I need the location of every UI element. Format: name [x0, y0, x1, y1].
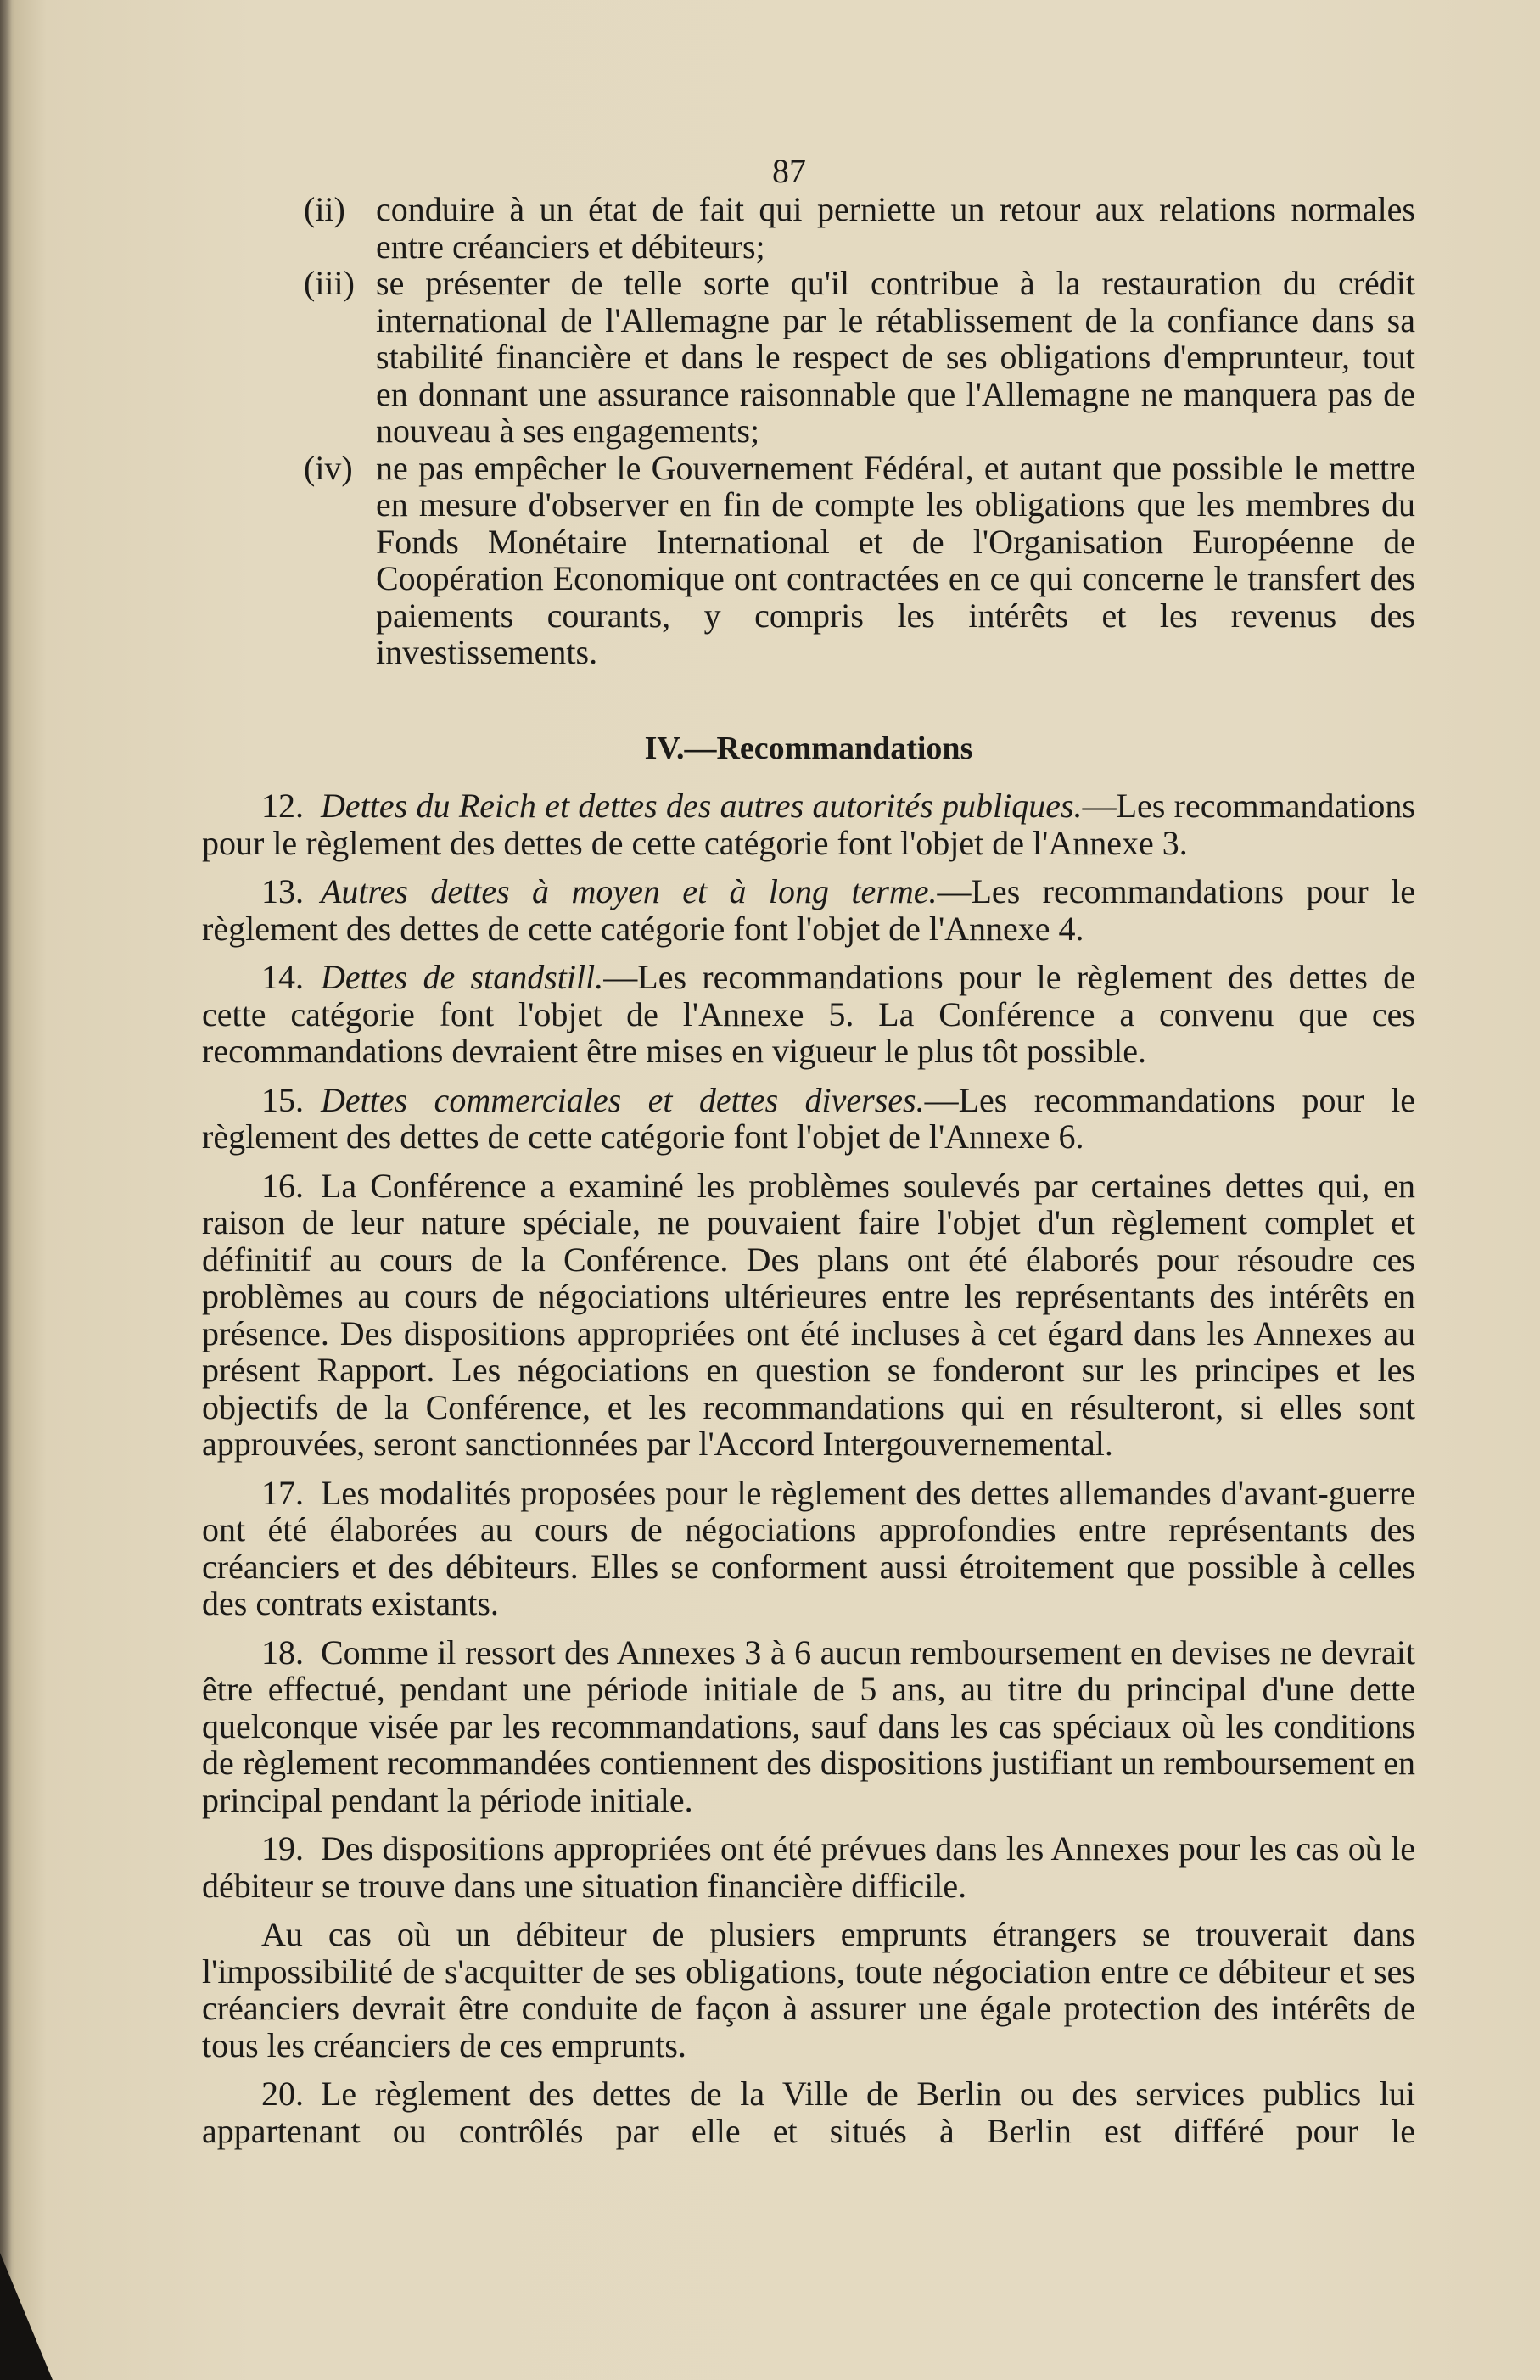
paragraph-number: 14.	[261, 958, 304, 996]
paragraph-title: Autres dettes à moyen et à long terme.	[321, 872, 938, 910]
paragraph	[202, 873, 1415, 947]
corner-shadow	[0, 2253, 53, 2380]
paragraph-text: —Les recommandations pour le règlement des dettes de cette catégorie font l'objet de l'Annexe 4.	[202, 872, 1415, 948]
text-block	[202, 191, 1415, 2161]
paragraph-number: 19.	[261, 1829, 304, 1868]
paragraph	[202, 959, 1415, 1070]
paragraph-text: —Les recommandations pour le règlement des dettes de cette catégorie font l'objet de l'Annexe 3.	[202, 787, 1415, 862]
paragraph-text: Les modalités proposées pour le règlement des dettes allemandes d'avant-guerre ont été élaborées au cours de négociations approfondies entre représentants des créanciers et des débiteurs. Elles se conforment aussi étroitement que possible à celles des contrats existants.	[202, 1473, 1415, 1622]
paragraph-title: Dettes du Reich et dettes des autres autorités publiques.	[321, 787, 1083, 825]
paragraph	[202, 2075, 1415, 2149]
page-number: 87	[772, 152, 806, 190]
paragraph-number: 20.	[261, 2075, 304, 2113]
paragraph-text: La Conférence a examiné les problèmes soulevés par certaines dettes qui, en raison de leur nature spéciale, ne pouvaient faire l'objet d'un règlement complet et définitif au cours de la Conférence. Des plans ont été élaborés pour résoudre ces problèmes au cours de négociations ultérieures entre les représentants des intérêts en présence. Des dispositions appropriées ont été incluses à cet égard dans les Annexes au présent Rapport. Les négociations en question se fonderont sur les principes et les objectifs de la Conférence, et les recommandations qui en résulteront, si elles sont approuvées, seront sanctionnées par l'Accord Intergouvernemental.	[202, 1166, 1415, 1463]
paragraph	[202, 1634, 1415, 1819]
list-marker: (iv)	[304, 448, 353, 487]
paragraph	[202, 1168, 1415, 1463]
paragraph	[202, 787, 1415, 861]
list-item	[202, 450, 1415, 671]
paragraph	[202, 1475, 1415, 1622]
spine-shadow	[0, 0, 12, 2380]
list-item-text: ne pas empêcher le Gouvernement Fédéral, et autant que possible le mettre en mesure d'observer en fin de compte les obligations que les membres du Fonds Monétaire International et de l'Organisation Européenne de Coopération Economique ont contractées en ce qui concerne le transfert des paiements courants, y compris les intérêts et les revenus des investissements.	[376, 448, 1415, 671]
paragraph-number: 17.	[261, 1473, 304, 1512]
list-item-text: conduire à un état de fait qui perniette un retour aux relations normales entre créanciers et débiteurs;	[376, 190, 1415, 266]
paragraph-text: Des dispositions appropriées ont été prévues dans les Annexes pour les cas où le débiteur se trouve dans une situation financière difficile.	[202, 1829, 1415, 1905]
paragraph-text: —Les recommandations pour le règlement des dettes de cette catégorie font l'objet de l'Annexe 6.	[202, 1080, 1416, 1156]
section-heading: IV.—Recommandations	[644, 730, 973, 766]
paragraph-number: 12.	[261, 787, 304, 825]
paragraph-title: Dettes de standstill.	[321, 958, 604, 996]
paragraph-title: Dettes commerciales et dettes diverses.	[321, 1080, 925, 1119]
list-item-text: se présenter de telle sorte qu'il contribue à la restauration du crédit international de l'Allemagne par le rétablissement de la confiance dans sa stabilité financière et dans le respect de ses obligations d'emprunteur, tout en donnant une assurance raisonnable que l'Allemagne ne manquera pas de nouveau à ses engagements;	[376, 264, 1415, 450]
paragraph-number: 15.	[261, 1080, 304, 1119]
sub-paragraph: Au cas où un débiteur de plusiers emprunts étrangers se trouverait dans l'impossibilité de s'acquitter de ses obligations, toute négociation entre ce débiteur et ses créanciers devrait être conduite de façon à assurer une égale protection des intérêts de tous les créanciers de ces emprunts.	[202, 1915, 1415, 2064]
paragraph-text: Comme il ressort des Annexes 3 à 6 aucun remboursement en devises ne devrait être effectué, pendant une période initiale de 5 ans, au titre du principal d'une dette quelconque visée par les recommandations, sauf dans les cas spéciaux où les conditions de règlement recommandées contiennent des dispositions justifiant un remboursement en principal pendant la période initiale.	[202, 1632, 1415, 1819]
list-marker: (iii)	[304, 264, 355, 302]
paragraph-text: Le règlement des dettes de la Ville de Berlin ou des services publics lui appartenant ou contrôlés par elle et situés à Berlin est différé pour le	[202, 2075, 1415, 2150]
paragraph-text: —Les recommandations pour le règlement des dettes de cette catégorie font l'objet de l'Annexe 5. La Conférence a convenu que ces recommandations devraient être mises en vigueur le plus tôt possible.	[202, 958, 1416, 1070]
paragraph-number: 18.	[261, 1632, 304, 1672]
paragraph-number: 16.	[261, 1166, 304, 1205]
list-item	[202, 191, 1415, 265]
paragraph	[202, 1830, 1415, 1904]
list-marker: (ii)	[304, 190, 345, 228]
list-item	[202, 265, 1415, 450]
paragraph	[202, 1082, 1415, 1156]
paragraph-number: 13.	[261, 872, 304, 910]
